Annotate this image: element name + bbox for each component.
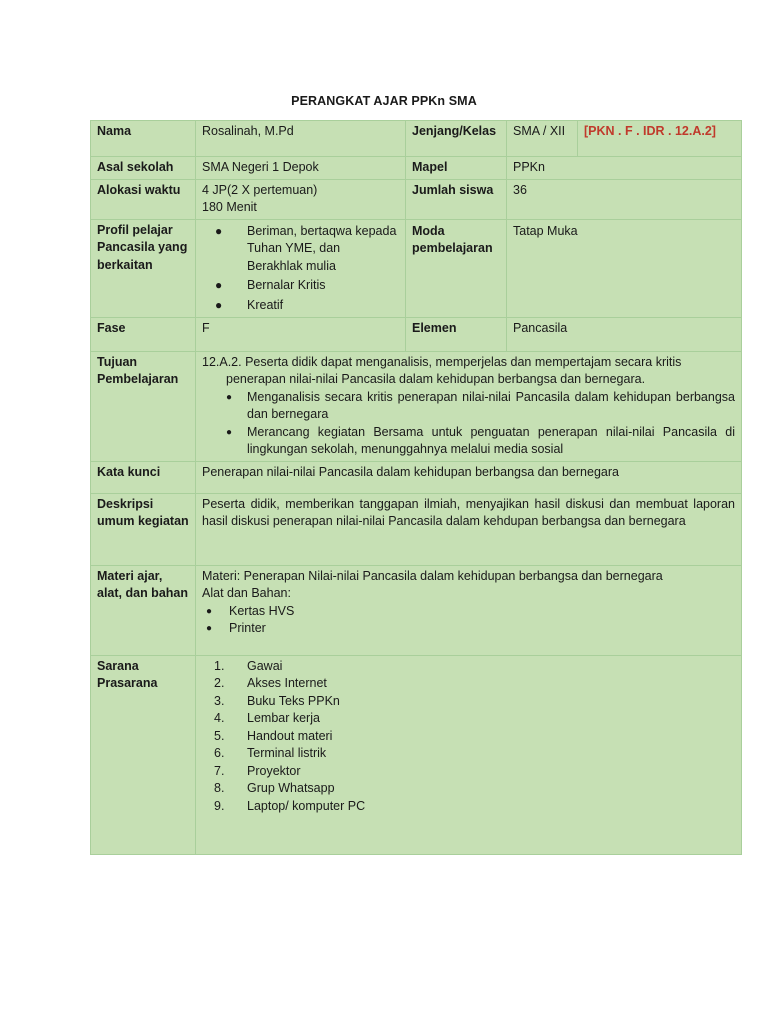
list-item: ● Menganalisis secara kritis penerapan nilai-nilai Pancasila dalam kehidupan berbangsa dan bernegara (226, 389, 735, 421)
row-sarana (91, 655, 742, 854)
list-item: ● Bernalar Kritis (202, 277, 399, 295)
kata-label: Kata kunci (91, 461, 196, 493)
asal-label: Asal sekolah (91, 157, 196, 180)
mapel-label: Mapel (406, 157, 507, 180)
jenjang-value: SMA / XII (507, 121, 578, 157)
list-item: 4. Lembar kerja (214, 711, 320, 725)
tujuan-intro-cont: penerapan nilai-nilai Pancasila dalam kehidupan berbangsa dan bernegara. (226, 372, 646, 386)
profil-list-cell (196, 219, 406, 317)
list-item: 6. Terminal listrik (214, 746, 327, 760)
row-alokasi (91, 179, 742, 219)
sarana-cell (196, 655, 742, 854)
list-item: 1. Gawai (214, 658, 283, 673)
profil-label: Profil pelajar Pancasila yang berkaitan (91, 219, 196, 317)
list-item: 8. Grup Whatsapp (214, 781, 335, 795)
elemen-value: Pancasila (507, 317, 742, 351)
row-deskripsi (91, 493, 742, 565)
elemen-label: Elemen (406, 317, 507, 351)
tujuan-cell (196, 351, 742, 461)
alokasi-jp: 4 JP(2 X pertemuan) (202, 182, 318, 197)
list-item: ● Merancang kegiatan Bersama untuk penguatan penerapan nilai-nilai Pancasila di lingkungan sekolah, menunggahnya melalui media sosial (226, 424, 735, 456)
bullet-icon: ● (215, 278, 223, 292)
row-asal (91, 157, 742, 180)
list-item: 9. Laptop/ komputer PC (214, 798, 366, 813)
tujuan-intro: 12.A.2. Peserta didik dapat menganalisis, memperjelas dan mempertajam secara kritis (202, 354, 682, 369)
bullet-icon: ● (226, 391, 233, 403)
row-nama (91, 121, 742, 157)
profil-list (202, 223, 399, 315)
row-materi (91, 565, 742, 655)
sarana-label: Sarana Prasarana (91, 655, 196, 854)
bullet-icon: ● (226, 426, 233, 438)
fase-label: Fase (91, 317, 196, 351)
materi-label: Materi ajar, alat, dan bahan (91, 565, 196, 655)
bullet-icon: ● (206, 623, 213, 634)
sarana-list (202, 658, 735, 816)
fase-value: F (196, 317, 406, 351)
tujuan-list (202, 389, 735, 459)
row-tujuan (91, 351, 742, 461)
alat-bahan-line: Alat dan Bahan: (202, 586, 291, 600)
deskripsi-label: Deskripsi umum kegiatan (91, 493, 196, 565)
deskripsi-value: Peserta didik, memberikan tanggapan ilmiah, menyajikan hasil diskusi dan membuat laporan hasil diskusi penerapan nilai-nilai Pancasila dalam kehdupan berbangsa dan bernegara (196, 493, 742, 565)
list-item: ● Kreatif (202, 297, 399, 315)
list-item: 5. Handout materi (214, 728, 333, 743)
nama-value: Rosalinah, M.Pd (196, 121, 406, 157)
moda-label: Moda pembelajaran (406, 219, 507, 317)
list-item: ● Kertas HVS (202, 603, 735, 621)
nama-label: Nama (91, 121, 196, 157)
jumlah-label: Jumlah siswa (406, 179, 507, 219)
mapel-value: PPKn (507, 157, 742, 180)
module-code: [PKN . F . IDR . 12.A.2] (578, 121, 742, 157)
bullet-icon: ● (215, 297, 223, 312)
alokasi-value (196, 179, 406, 219)
asal-value: SMA Negeri 1 Depok (196, 157, 406, 180)
materi-cell (196, 565, 742, 655)
alat-list (202, 603, 735, 638)
row-kata (91, 461, 742, 493)
list-item: 2. Akses Internet (214, 676, 327, 690)
bullet-icon: ● (215, 223, 223, 238)
page-title: PERANGKAT AJAR PPKn SMA (291, 94, 477, 108)
jenjang-label: Jenjang/Kelas (406, 121, 507, 157)
jumlah-value: 36 (507, 179, 742, 219)
list-item: ● Printer (202, 620, 735, 638)
moda-value: Tatap Muka (507, 219, 742, 317)
kata-value: Penerapan nilai-nilai Pancasila dalam kehidupan berbangsa dan bernegara (196, 461, 742, 493)
alokasi-label: Alokasi waktu (91, 179, 196, 219)
row-fase (91, 317, 742, 351)
list-item: 7. Proyektor (214, 763, 301, 778)
bullet-icon: ● (206, 605, 213, 617)
list-item: 3. Buku Teks PPKn (214, 693, 340, 708)
row-profil (91, 219, 742, 317)
tujuan-label: Tujuan Pembelajaran (91, 351, 196, 461)
materi-line: Materi: Penerapan Nilai-nilai Pancasila dalam kehidupan berbangsa dan bernegara (202, 568, 663, 583)
list-item: ● Beriman, bertaqwa kepada Tuhan YME, dan Berakhlak mulia (215, 223, 397, 273)
alokasi-menit: 180 Menit (202, 200, 257, 214)
lesson-plan-table (90, 120, 742, 855)
